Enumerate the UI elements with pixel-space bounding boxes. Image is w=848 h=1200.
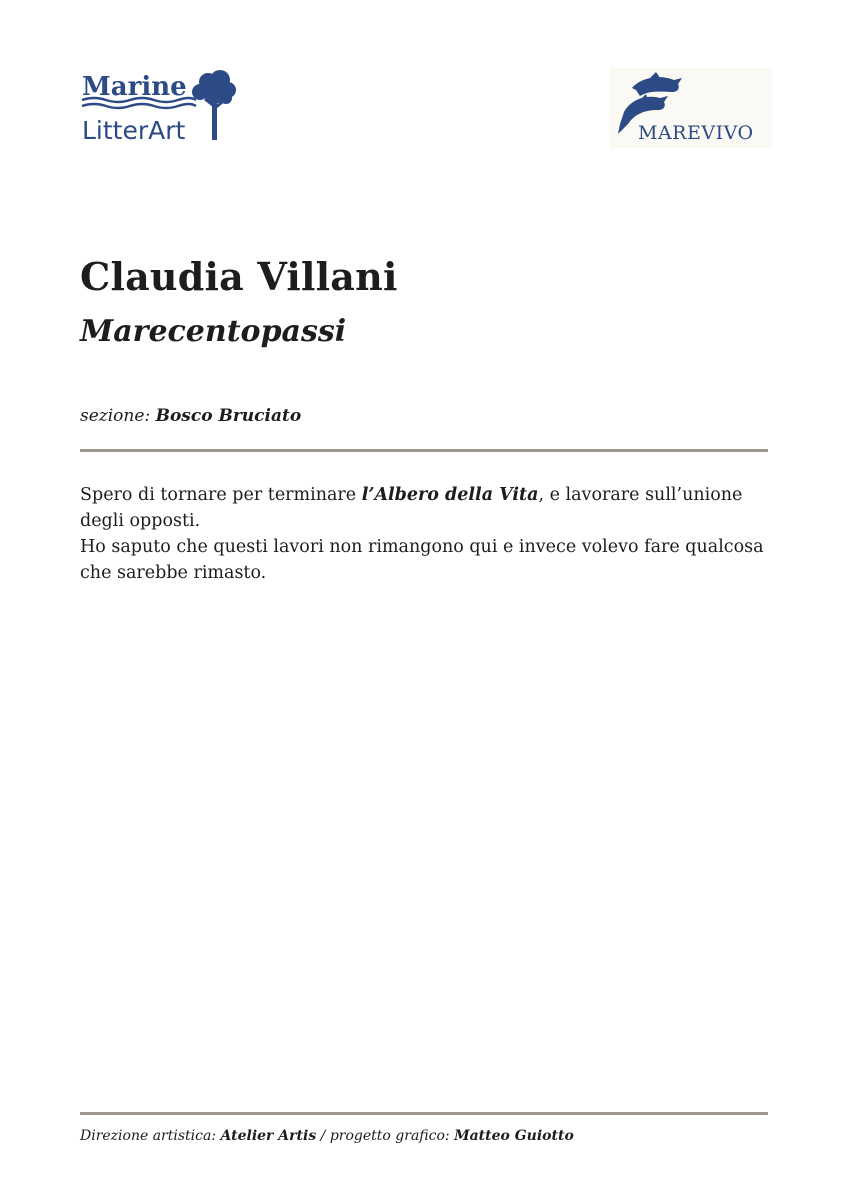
divider-top bbox=[80, 449, 768, 452]
credit-label-design: progetto grafico bbox=[329, 1128, 445, 1144]
marine-litterart-logo-graphic bbox=[80, 68, 238, 148]
logo-text-marine: Marine bbox=[82, 72, 187, 102]
credit-label-direction: Direzione artistica bbox=[80, 1128, 212, 1144]
credits-footer: Direzione artistica: Atelier Artis / progetto grafico: Matteo Guiotto bbox=[80, 1128, 574, 1144]
section-value: Bosco Bruciato bbox=[155, 406, 302, 426]
credit-value-direction: Atelier Artis bbox=[220, 1128, 317, 1144]
section-line: sezione: Bosco Bruciato bbox=[80, 406, 302, 426]
artist-statement bbox=[80, 482, 780, 586]
statement-paragraph-1 bbox=[80, 482, 780, 534]
credit-separator: / bbox=[316, 1128, 330, 1144]
divider-bottom bbox=[80, 1112, 768, 1115]
credit-value-design: Matteo Guiotto bbox=[454, 1128, 574, 1144]
marine-litterart-logo bbox=[80, 68, 238, 148]
statement-p1-before: Spero di tornare per terminare bbox=[80, 485, 362, 505]
marevivo-logo-graphic bbox=[610, 68, 772, 148]
work-title: Marecentopassi bbox=[80, 314, 347, 349]
statement-p1-after: , e lavorare sull’unione degli opposti. bbox=[80, 485, 743, 531]
statement-p1-emphasis: l’Albero della Vita bbox=[361, 485, 539, 505]
section-label: sezione bbox=[80, 406, 145, 426]
statement-paragraph-2: Ho saputo che questi lavori non rimangono qui e invece volevo fare qualcosa che sarebbe rimasto. bbox=[80, 537, 764, 583]
marevivo-logo bbox=[610, 68, 772, 148]
logo-text-litterart: LitterArt bbox=[82, 116, 186, 145]
tree-icon bbox=[192, 70, 236, 140]
wave-line-icon bbox=[82, 104, 196, 108]
artist-name: Claudia Villani bbox=[80, 254, 398, 299]
logo-text-marevivo: MAREVIVO bbox=[638, 122, 754, 144]
